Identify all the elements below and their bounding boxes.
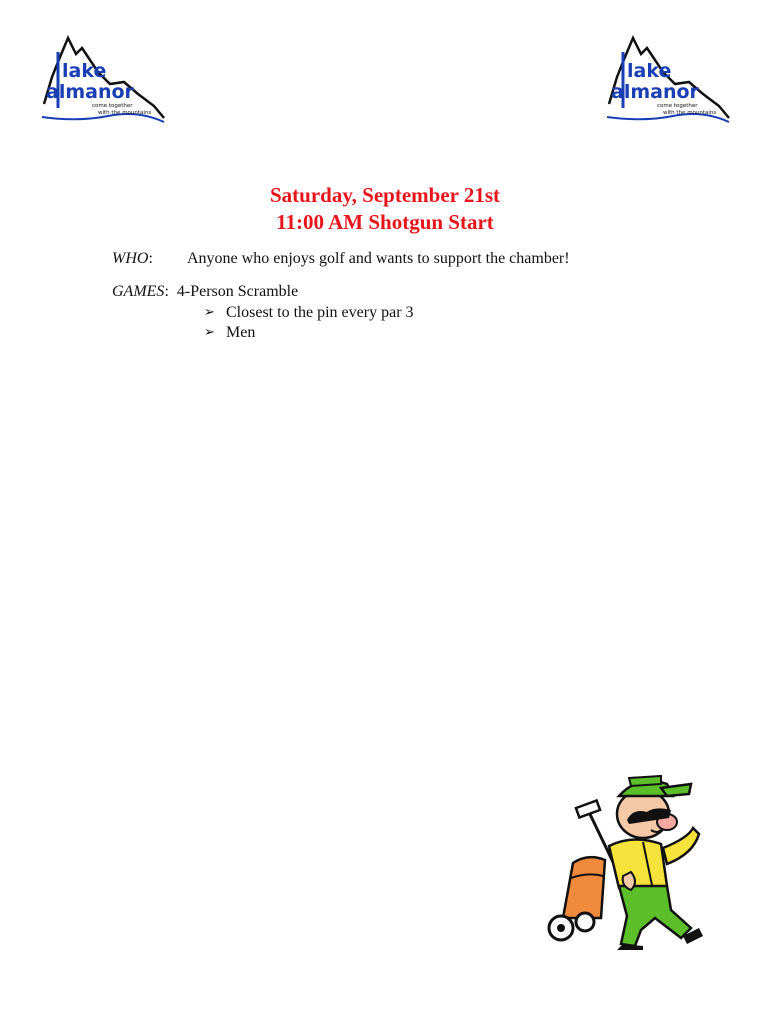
list-item — [204, 323, 414, 343]
arrow-bullet-icon: ➢ — [204, 325, 215, 340]
who-label-row: WHO: — [112, 250, 153, 267]
who-label: WHO — [112, 250, 149, 267]
logo-tagline-2: with the mountains — [663, 110, 717, 116]
games-format: 4-Person Scramble — [176, 283, 299, 300]
logo-text-lake: lake — [627, 60, 672, 82]
logo-tagline-1: come together — [657, 103, 698, 109]
logo-text-almanor: almanor — [46, 81, 134, 103]
event-date-heading: Saturday, September 21st — [269, 183, 501, 207]
lake-almanor-logo-left — [38, 32, 168, 127]
list-item — [204, 303, 414, 323]
event-start-heading: 11:00 AM Shotgun Start — [276, 210, 494, 234]
games-list — [204, 303, 414, 343]
golfer-clipart — [543, 768, 713, 950]
games-label: GAMES — [112, 283, 165, 300]
logo-tagline-1: come together — [92, 103, 133, 109]
logo-text-almanor: almanor — [611, 81, 699, 103]
logo-text-lake: lake — [62, 60, 107, 82]
games-item-2: Men — [226, 324, 256, 341]
lake-almanor-logo-right — [603, 32, 733, 127]
logo-tagline-2: with the mountains — [98, 110, 152, 116]
arrow-bullet-icon: ➢ — [204, 305, 215, 320]
games-item-1: Closest to the pin every par 3 — [226, 304, 414, 321]
who-description: Anyone who enjoys golf and wants to support the chamber! — [187, 250, 570, 267]
games-row: GAMES: 4-Person Scramble — [112, 283, 299, 300]
